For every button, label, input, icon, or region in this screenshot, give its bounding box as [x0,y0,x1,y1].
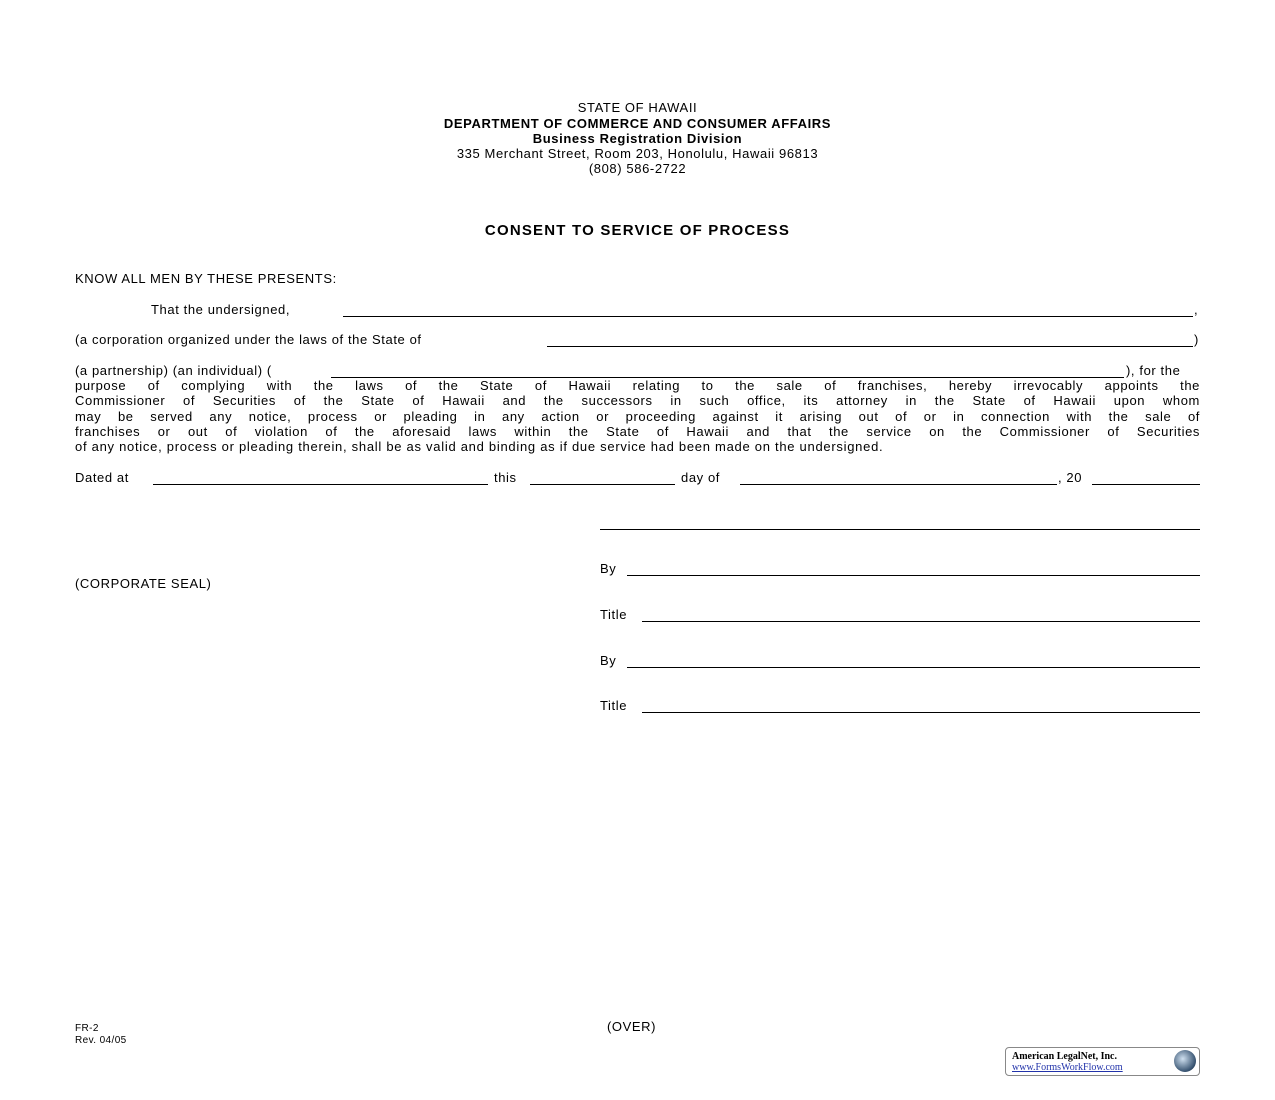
american-legalnet-logo[interactable] [1005,1047,1200,1076]
corporation-label: (a corporation organized under the laws of the State of [75,332,422,347]
close-paren: ) [1194,332,1199,347]
dated-at-label: Dated at [75,470,129,485]
paragraph-line: Commissioner of Securities of the State of Hawaii and the successors in such office, its attorney in the State of Hawaii upon whom [75,393,1200,408]
partnership-label: (a partnership) (an individual) ( [75,363,272,378]
for-the-text: ), for the [1126,363,1181,378]
this-label: this [494,470,517,485]
header-department: DEPARTMENT OF COMMERCE AND CONSUMER AFFAIRS [443,116,832,131]
corporate-seal-label: (CORPORATE SEAL) [75,576,212,591]
logo-name: American LegalNet, Inc. [1012,1051,1117,1062]
form-number: FR-2 [75,1023,99,1034]
day-of-label: day of [681,470,721,485]
intro-text: KNOW ALL MEN BY THESE PRESENTS: [75,271,337,286]
comma: , [1194,302,1199,317]
partnership-individual-field[interactable] [331,363,1124,378]
title-label: Title [600,698,628,713]
title-label: Title [600,607,628,622]
year-prefix: , 20 [1058,470,1083,485]
by-signature-field-2[interactable] [627,653,1200,668]
paragraph-line: of any notice, process or pleading therein, shall be as valid and binding as if due service had been made on the undersigned. [75,439,884,454]
company-name-field[interactable] [600,515,1200,530]
paragraph-line: may be served any notice, process or pleading in any action or proceeding against it arising out of or in connection with the sale of [75,409,1200,424]
undersigned-label: That the undersigned, [151,302,291,317]
paragraph-line: franchises or out of violation of the aforesaid laws within the State of Hawaii and that the service on the Commissioner of Securities [75,424,1200,439]
header-phone: (808) 586-2722 [588,161,687,176]
by-label: By [600,561,617,576]
revision-date: Rev. 04/05 [75,1035,127,1046]
title-field-1[interactable] [642,607,1200,622]
header-address: 335 Merchant Street, Room 203, Honolulu, Hawaii 96813 [456,146,819,161]
year-field[interactable] [1092,470,1200,485]
day-field[interactable] [530,470,675,485]
paragraph-line: purpose of complying with the laws of the State of Hawaii relating to the sale of franchises, hereby irrevocably appoints the [75,378,1200,393]
title-field-2[interactable] [642,698,1200,713]
undersigned-name-field[interactable] [343,302,1193,317]
form-title: CONSENT TO SERVICE OF PROCESS [484,222,791,239]
by-label: By [600,653,617,668]
over-label: (OVER) [607,1019,657,1034]
month-field[interactable] [740,470,1057,485]
globe-icon [1174,1050,1196,1072]
dated-place-field[interactable] [153,470,488,485]
corporation-state-field[interactable] [547,332,1193,347]
logo-url-link[interactable]: www.FormsWorkFlow.com [1012,1062,1123,1073]
by-signature-field-1[interactable] [627,561,1200,576]
header-division: Business Registration Division [532,131,743,146]
header-state: STATE OF HAWAII [577,100,698,115]
